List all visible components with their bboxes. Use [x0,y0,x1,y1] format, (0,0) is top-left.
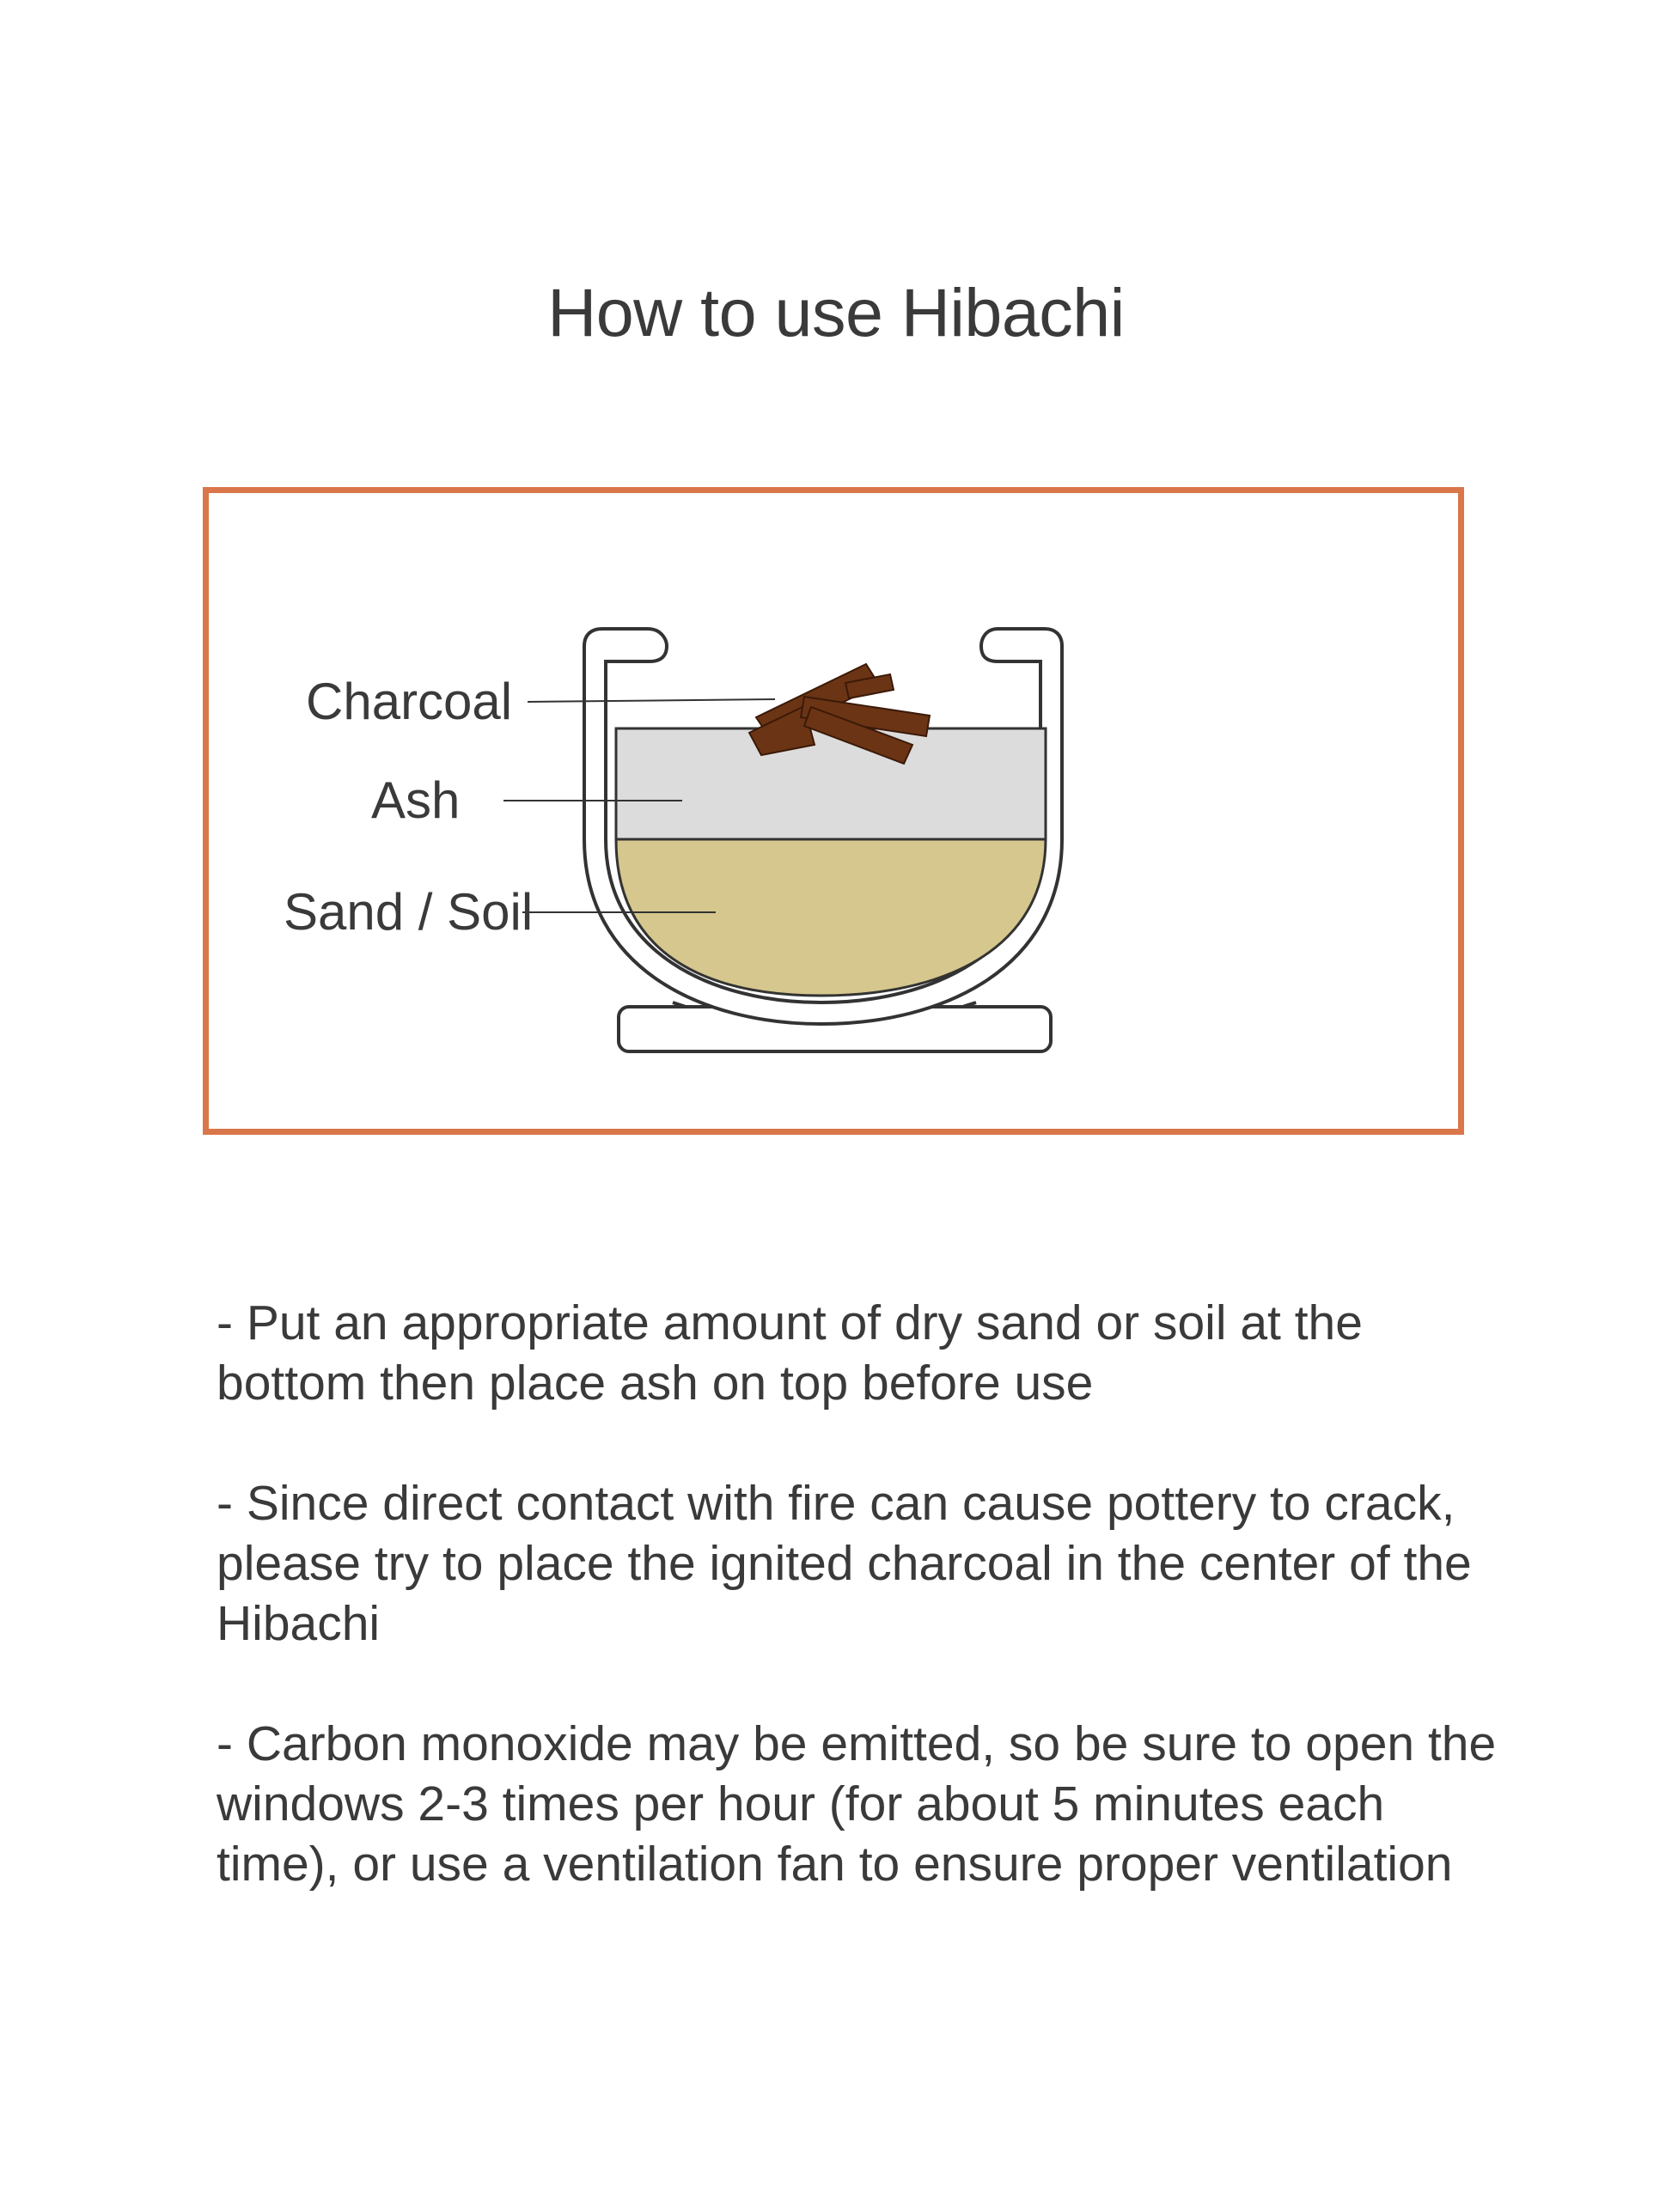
page-title: How to use Hibachi [547,274,1125,350]
hibachi-diagram [203,487,1464,1135]
instructions-list [217,1293,1505,1954]
sand-soil-label: Sand / Soil [284,883,534,941]
instruction-item: - Since direct contact with fire can cause pottery to crack, please try to place the ignited charcoal in the center of the Hibachi [217,1476,1472,1651]
ash-layer [616,728,1046,839]
instruction-item: - Put an appropriate amount of dry sand or soil at the bottom then place ash on top before use [217,1295,1363,1411]
charcoal-label: Charcoal [306,673,513,730]
instruction-item: - Carbon monoxide may be emitted, so be sure to open the windows 2-3 times per hour (for about 5 minutes each time), or use a ventilation fan to ensure proper ventilation [217,1716,1497,1892]
charcoal-leader-line [528,699,775,702]
ash-label: Ash [371,771,461,829]
